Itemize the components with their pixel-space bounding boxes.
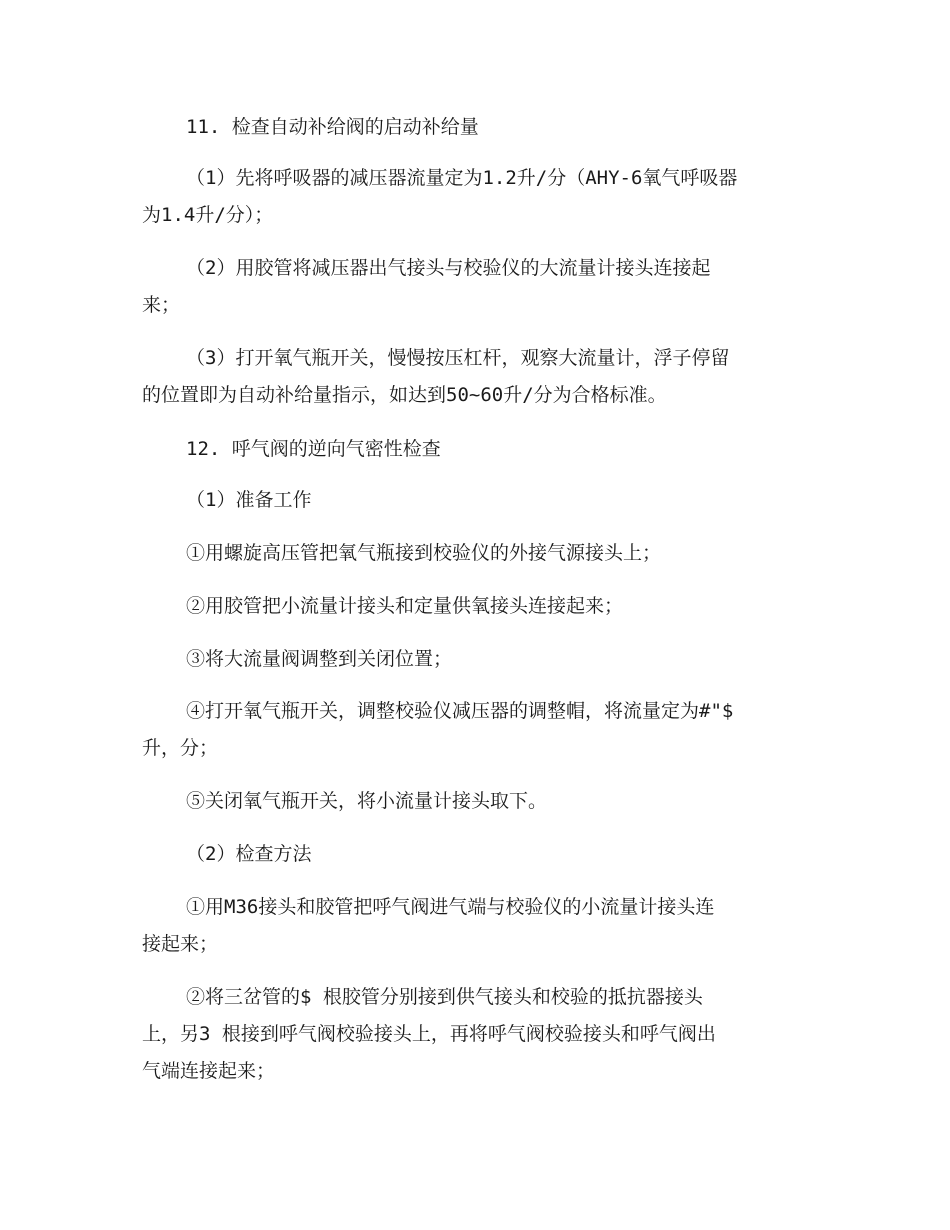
paragraph-12-2-b	[142, 979, 812, 1090]
heading-text: 11. 检查自动补给阀的启动补给量	[186, 116, 479, 138]
paragraph-line: ②用胶管把小流量计接头和定量供氧接头连接起来；	[186, 595, 624, 617]
paragraph-line: （3）打开氧气瓶开关，慢慢按压杠杆，观察大流量计，浮子停留	[186, 347, 730, 369]
paragraph-line: （1）准备工作	[186, 489, 312, 511]
paragraph-12-2-a	[142, 889, 812, 963]
paragraph-12-1	[142, 482, 812, 519]
paragraph-12-1-e	[142, 783, 812, 820]
paragraph-12-2	[142, 836, 812, 873]
paragraph-11-1	[142, 160, 812, 234]
paragraph-line: 气端连接起来；	[142, 1060, 276, 1082]
paragraph-line: 接起来；	[142, 933, 219, 955]
paragraph-line: ①用M36接头和胶管把呼气阀进气端与校验仪的小流量计接头连	[186, 896, 715, 918]
paragraph-12-1-d	[142, 693, 812, 767]
paragraph-line: ⑤关闭氧气瓶开关，将小流量计接头取下。	[186, 790, 548, 812]
paragraph-line: ④打开氧气瓶开关，调整校验仪减压器的调整帽，将流量定为#"$	[186, 700, 734, 722]
paragraph-line: 上，另3 根接到呼气阀校验接头上，再将呼气阀校验接头和呼气阀出	[142, 1023, 716, 1045]
paragraph-11-3	[142, 340, 812, 414]
paragraph-line: 的位置即为自动补给量指示，如达到50~60升/分为合格标准。	[142, 384, 667, 406]
paragraph-12-1-a	[142, 535, 812, 572]
paragraph-line: 升，分；	[142, 737, 219, 759]
section-heading-11	[142, 109, 812, 146]
paragraph-line: （1）先将呼吸器的减压器流量定为1.2升/分（AHY-6氧气呼吸器	[186, 167, 738, 189]
paragraph-line: 为1.4升/分）；	[142, 204, 274, 226]
paragraph-line: ③将大流量阀调整到关闭位置；	[186, 648, 453, 670]
heading-text: 12. 呼气阀的逆向气密性检查	[186, 438, 441, 460]
paragraph-11-2	[142, 250, 812, 324]
paragraph-12-1-c	[142, 641, 812, 678]
paragraph-line: 来；	[142, 294, 181, 316]
paragraph-line: （2）检查方法	[186, 843, 312, 865]
paragraph-12-1-b	[142, 588, 812, 625]
section-heading-12	[142, 431, 812, 468]
paragraph-line: ①用螺旋高压管把氧气瓶接到校验仪的外接气源接头上；	[186, 542, 662, 564]
paragraph-line: （2）用胶管将减压器出气接头与校验仪的大流量计接头连接起	[186, 257, 711, 279]
paragraph-line: ②将三岔管的$ 根胶管分别接到供气接头和校验的抵抗器接头	[186, 986, 703, 1008]
